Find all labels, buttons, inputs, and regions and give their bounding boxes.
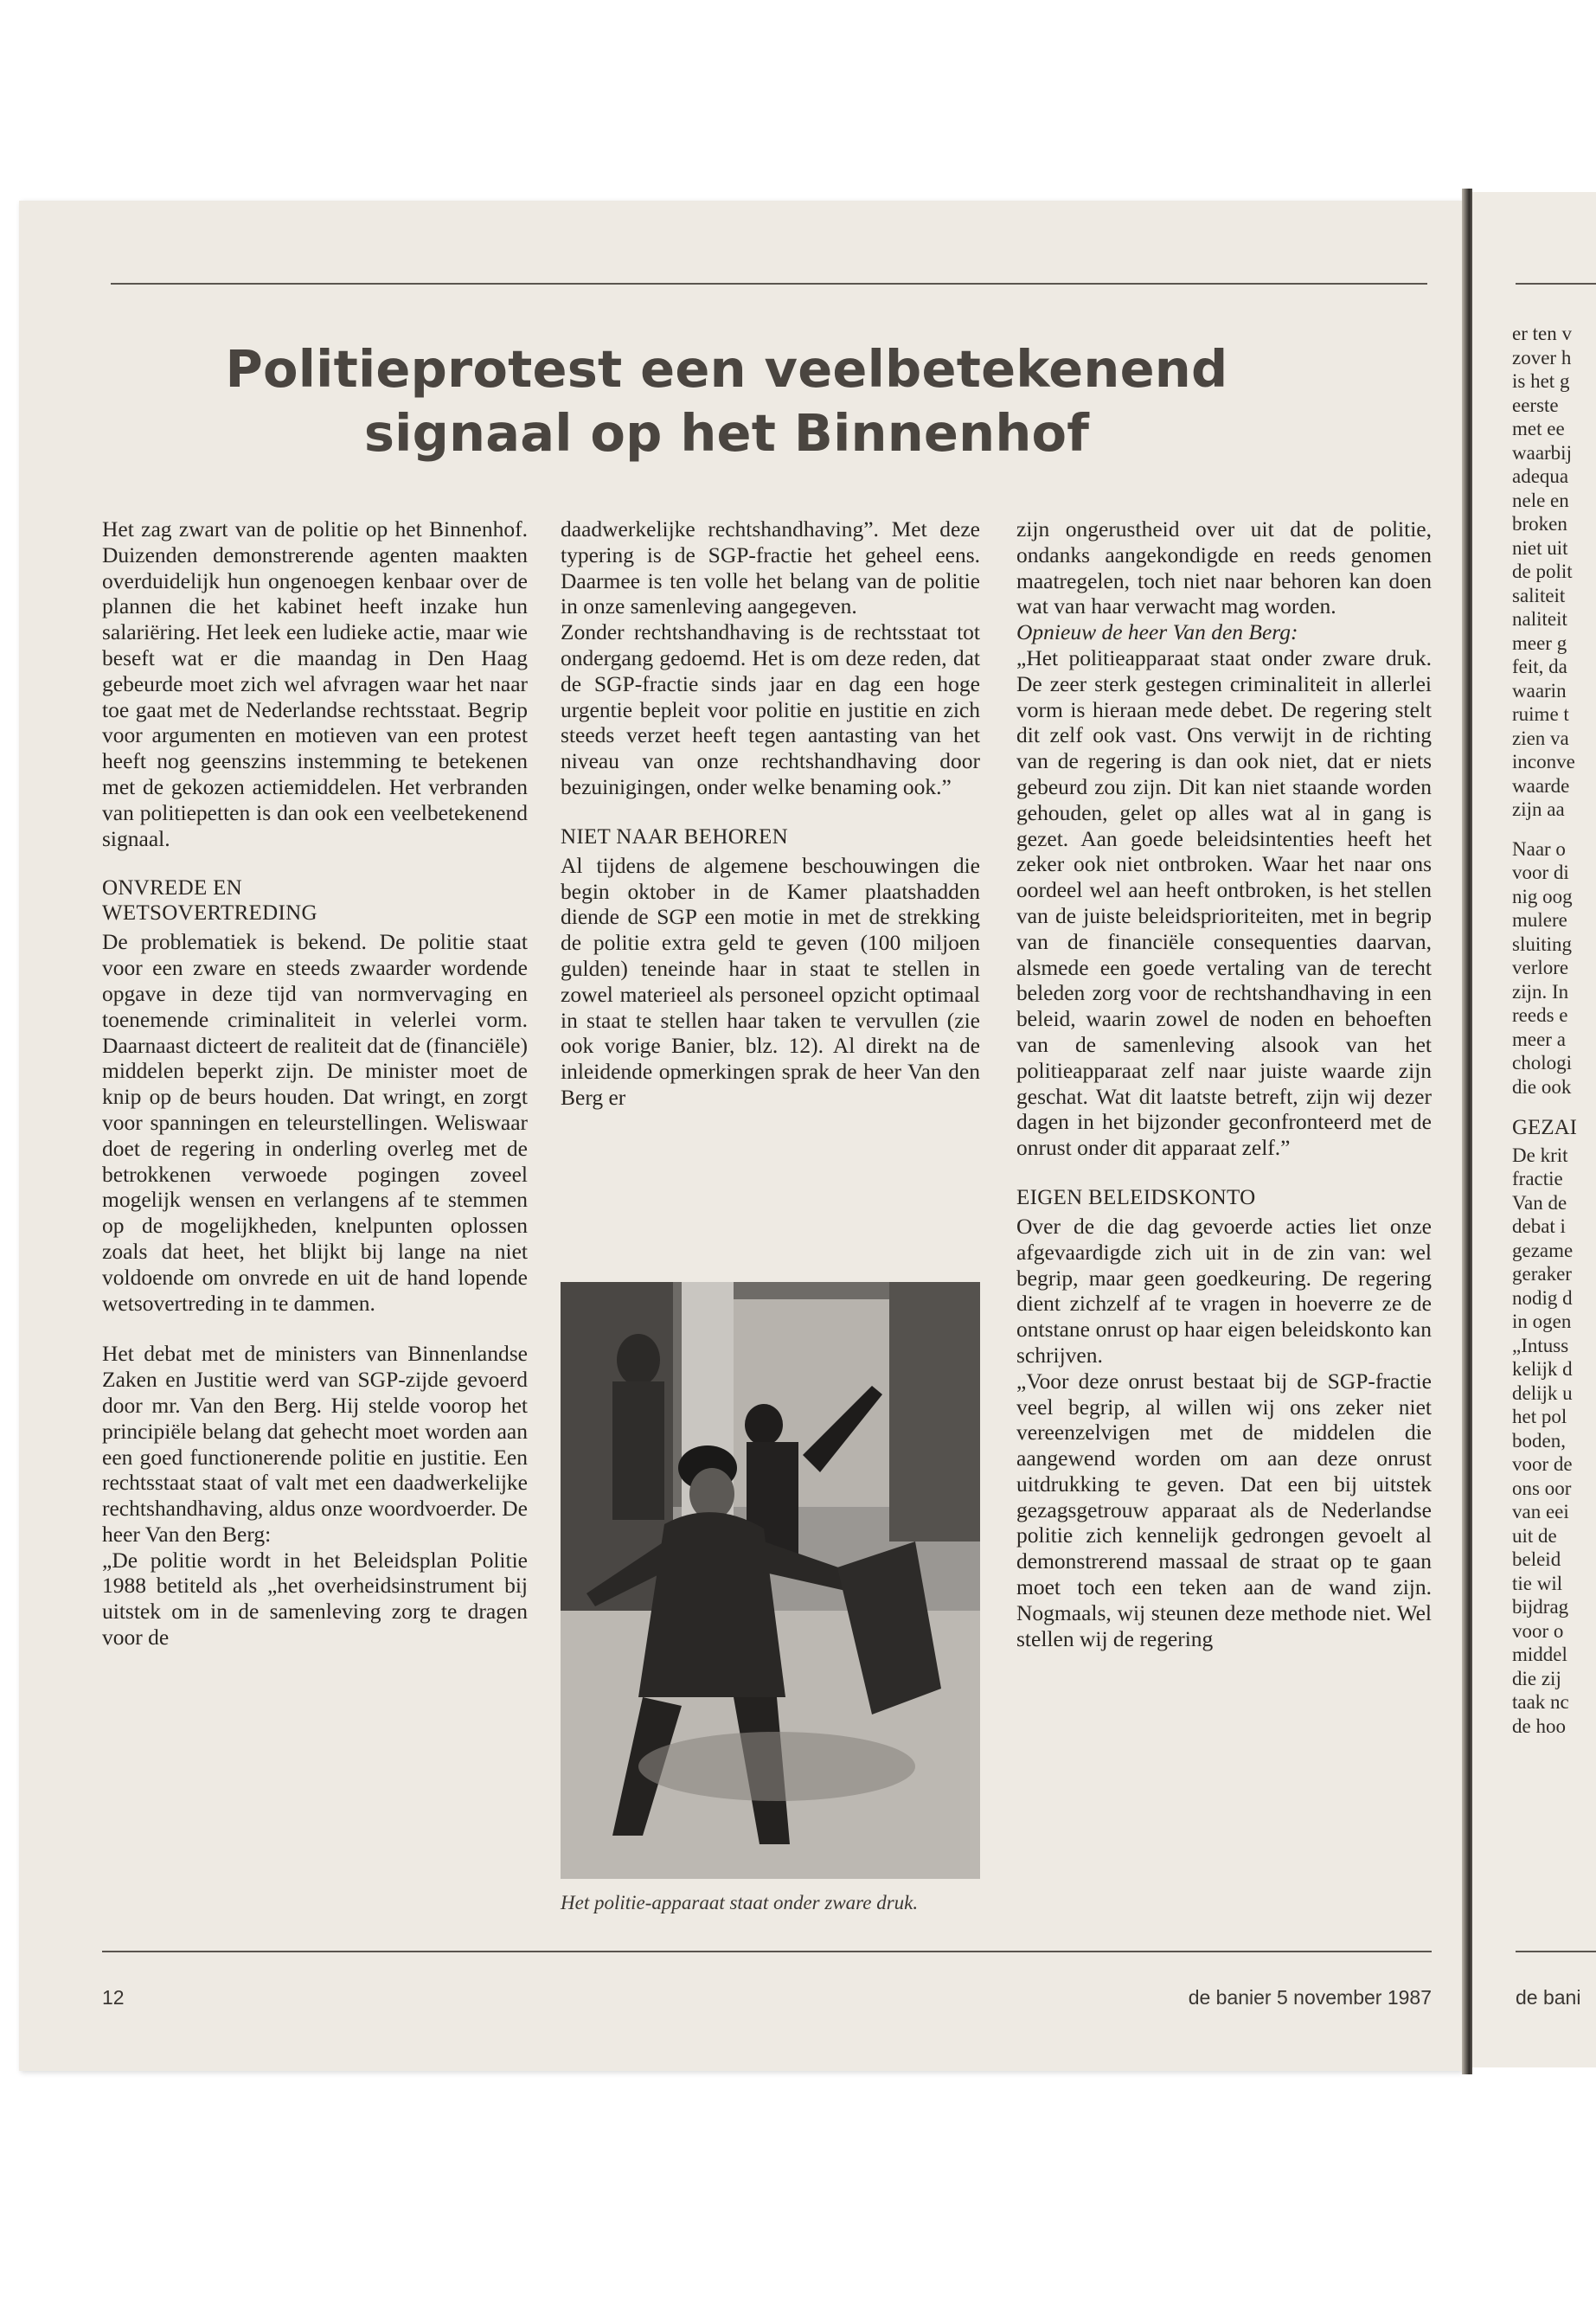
column-3: [1016, 516, 1432, 1651]
next-page-column: [1512, 322, 1596, 1738]
next-page-line: voor o: [1512, 1619, 1564, 1642]
next-page-line: ons oor: [1512, 1477, 1572, 1499]
next-page-line: Van de: [1512, 1191, 1567, 1214]
section-heading: ONVREDE EN WETSOVERTREDING: [102, 876, 317, 926]
next-page-line: meer a: [1512, 1028, 1566, 1050]
paragraph: Het zag zwart van de politie op het Binnenhof. Duizenden demonstrerende agenten maakten overduidelijk hun ongenoegen kenbaar over de plannen die het kabinet heeft inzake hun salariëring. Het leek een ludieke actie, maar wie beseft wat er die maandag in Den Haag gebeurde moet zich wel afvragen waar het naar toe gaat met de Nederlandse rechtsstaat. Begrip voor argumenten en motieven van een protest heeft nog geenszins instemming te betekenen met de gekozen actiemiddelen. Het verbranden van politiepetten is dan ook een veelbetekenend signaal.: [102, 516, 528, 851]
next-page-line: delijk u: [1512, 1381, 1573, 1404]
next-page-line: fractie: [1512, 1168, 1563, 1189]
section-heading: EIGEN BELEIDSKONTO: [1016, 1185, 1256, 1209]
next-page-line: het pol: [1512, 1406, 1567, 1427]
next-page-lines-1: [1512, 322, 1596, 822]
paragraph: zijn ongerustheid over uit dat de politie, ondanks aangekondigde en reeds genomen maatregelen, toch niet naar behoren kan doen wat van haar verwacht mag worden.: [1016, 516, 1432, 619]
next-page-line: voor de: [1512, 1453, 1573, 1475]
section-heading: NIET NAAR BEHOREN: [561, 824, 788, 849]
next-page-line: niet uit: [1512, 536, 1568, 559]
next-page-lines-3: [1512, 1144, 1596, 1739]
binding-gutter: [1462, 189, 1472, 2074]
next-page-line: zijn aa: [1512, 798, 1565, 820]
article-title: [130, 337, 1324, 465]
publication-date: de banier 5 november 1987: [1188, 1986, 1432, 2009]
next-page-bottom-rule: [1516, 1951, 1596, 1952]
next-page-line: die zij: [1512, 1667, 1561, 1689]
next-page-line: nig oog: [1512, 885, 1573, 907]
next-page-line: ruime t: [1512, 703, 1569, 725]
paragraph: Het debat met de ministers van Binnenlandse Zaken en Justitie werd van SGP-zijde gevoerd door mr. Van den Berg. Hij stelde voorop het principiële belang dat gehecht moet worden aan een goed functionerende politie en justitie. Een rechtsstaat staat of valt met een daadwerkelijke rechtshandhaving, aldus onze woordvoerder. De heer Van den Berg:: [102, 1341, 528, 1547]
next-page-top-rule: [1516, 283, 1596, 285]
next-page-line: zover h: [1512, 346, 1572, 369]
next-page-line: van eei: [1512, 1501, 1569, 1522]
paragraph: daadwerkelijke rechtshandhaving”. Met deze typering is de SGP-fractie het geheel eens. Daarmee is ten volle het belang van de politie in onze samenleving aangegeven.: [561, 516, 980, 619]
next-page-line: in ogen: [1512, 1311, 1572, 1332]
next-page-line: is het g: [1512, 370, 1570, 392]
next-page-line: adequa: [1512, 465, 1569, 487]
next-page-line: tie wil: [1512, 1572, 1563, 1594]
next-page-line: beleid: [1512, 1548, 1561, 1570]
paragraph: Al tijdens de algemene beschouwingen die begin oktober in de Kamer plaatshadden diende de SGP een motie in met de strekking de politie extra geld te geven (100 miljoen gulden) teneinde haar in staat te stellen in zowel materieel als personeel opzicht optimaal in staat te stellen haar taken te vervullen (zie ook vorige Banier, blz. 12). Al direkt na de inleidende opmerkingen sprak de heer Van den Berg er: [561, 852, 980, 1110]
next-page-line: met ee: [1512, 418, 1565, 439]
subheading-quote-intro: Opnieuw de heer Van den Berg:: [1016, 619, 1298, 645]
protest-photo: [561, 1282, 980, 1879]
next-page-line: debat i: [1512, 1215, 1566, 1237]
next-page-line: „Intuss: [1512, 1334, 1569, 1356]
next-page-line: verlore: [1512, 957, 1569, 978]
next-page-line: gezame: [1512, 1239, 1574, 1261]
photo-caption: Het politie-apparaat staat onder zware druk.: [561, 1892, 919, 1913]
title-line-2: signaal op het Binnenhof: [363, 403, 1090, 463]
next-page-line: mulere: [1512, 909, 1567, 931]
next-page-line: de polit: [1512, 561, 1573, 582]
next-page-line: die ook: [1512, 1075, 1572, 1098]
next-page-line: chologi: [1512, 1052, 1572, 1074]
paragraph: Over de die dag gevoerde acties liet onze afgevaardigde zich uit in de zin van: wel begrip, maar geen goedkeuring. De regering dient zichzelf af te vragen in hoeverre ze de ontstane onrust op haar eigen beleidskonto kan schrijven.: [1016, 1213, 1432, 1368]
next-page-line: broken: [1512, 513, 1567, 535]
next-page-line: waarbij: [1512, 441, 1572, 464]
paragraph: De problematiek is bekend. De politie staat voor een zware en steeds zwaarder wordende opgave in deze tijd van normvervaging en toenemende criminaliteit in velerlei vorm. Daarnaast dicteert de realiteit dat de (financiële) middelen beperkt zijn. De minister moet de knip op de beurs houden. Dat wringt, en zorgt voor spanningen en teleurstellingen. Weliswaar doet de regering in onderling overleg met de betrokkenen verwoede pogingen zoveel mogelijk wensen en verlangens af te stemmen op de mogelijkheden, knelpunten oplossen zoals dat heet, het blijkt bij lange na niet voldoende om onvrede en uit de hand lopende wetsovertreding in te dammen.: [102, 929, 528, 1316]
next-page-lines-2: [1512, 837, 1596, 1099]
column-1: [102, 516, 528, 1650]
next-page-line: eerste: [1512, 394, 1559, 416]
page-number: 12: [102, 1986, 125, 2009]
next-page-line: sluiting: [1512, 933, 1573, 955]
paragraph: „De politie wordt in het Beleidsplan Politie 1988 betiteld als „het overheidsinstrument bij uitstek om in de samenleving zorg te dragen voor de: [102, 1547, 528, 1650]
next-page-line: meer g: [1512, 631, 1567, 654]
title-line-1: Politieprotest een veelbetekenend: [225, 339, 1228, 399]
next-page-line: nodig d: [1512, 1286, 1573, 1309]
next-page-line: waarde: [1512, 774, 1570, 797]
next-page-line: kelijk d: [1512, 1358, 1573, 1380]
paragraph: Zonder rechtshandhaving is de rechtsstaat tot ondergang gedoemd. Het is om deze reden, dat de SGP-fractie sinds jaar en dag een hoge urgentie bepleit voor politie en justitie en zich steeds verzet heeft tegen aantasting van het niveau van onze rechtshandhaving door bezuinigingen, onder welke benaming ook.”: [561, 619, 980, 799]
bottom-rule: [102, 1951, 1432, 1952]
paragraph: „Het politieapparaat staat onder zware druk. De zeer sterk gestegen criminaliteit in allerlei vorm is hieraan mede debet. De regering stelt dit zelf ook vast. Ons verwijt in de richting van de regering is dan ook niet, dat er niets gebeurd zou zijn. Dit kan niet staande worden gehouden, gelet op alles wat al in gang is gezet. Aan goede beleidsintenties heeft het zeker ook niet ontbroken. Waar het naar ons oordeel wel aan heeft ontbroken, is het stellen van de juiste beleidsprioriteiten, met in begrip van de financiële consequenties daarvan, alsmede een goede vertaling van de terecht beleden zorg voor de rechtshandhaving in een beleid, waarin zowel de noden en behoeften van de samenleving alsook van het politieapparaat zelf naar juiste waarde zijn geschat. Wat dit laatste betreft, zijn wij dezer dagen in het bijzonder geconfronteerd met de onrust onder dit apparaat zelf.”: [1016, 644, 1432, 1161]
next-page-line: waarin: [1512, 679, 1567, 702]
next-page-line: zijn. In: [1512, 980, 1569, 1003]
next-page-line: uit de: [1512, 1524, 1557, 1547]
next-page-line: zien va: [1512, 727, 1569, 749]
next-page-line: inconve: [1512, 751, 1575, 772]
next-page-publication: de bani: [1516, 1986, 1581, 2009]
photo-illustration: [561, 1282, 980, 1879]
next-page-line: taak nc: [1512, 1691, 1569, 1713]
next-page-line: reeds e: [1512, 1004, 1568, 1026]
next-page-line: De krit: [1512, 1144, 1568, 1166]
next-page-line: boden,: [1512, 1429, 1566, 1452]
next-page-line: de hoo: [1512, 1715, 1566, 1737]
top-rule: [111, 283, 1427, 285]
next-page-line: middel: [1512, 1644, 1567, 1665]
next-page-line: geraker: [1512, 1263, 1572, 1285]
column-2: [561, 516, 980, 1111]
next-page-heading: GEZAI: [1512, 1116, 1577, 1139]
next-page-line: saliteit: [1512, 584, 1566, 606]
next-page-line: naliteit: [1512, 608, 1567, 630]
next-page-line: feit, da: [1512, 656, 1567, 677]
next-page-line: bijdrag: [1512, 1596, 1569, 1618]
next-page-line: nele en: [1512, 489, 1569, 511]
next-page-line: Naar o: [1512, 837, 1566, 860]
next-page-line: er ten v: [1512, 323, 1572, 344]
next-page-line: voor di: [1512, 862, 1569, 883]
paragraph: „Voor deze onrust bestaat bij de SGP-fractie veel begrip, al willen wij ons zeker niet vereenzelvigen met de middelen die aangewend worden om aan deze onrust uitdrukking te geven. Dat een bij uitstek gezagsgetrouw apparaat als de Nederlandse politie zich kennelijk gedrongen gevoelt al demonstrerend massaal de straat op te gaan moet toch een teken aan de wand zijn. Nogmaals, wij steunen deze methode niet. Wel stellen wij de regering: [1016, 1368, 1432, 1651]
